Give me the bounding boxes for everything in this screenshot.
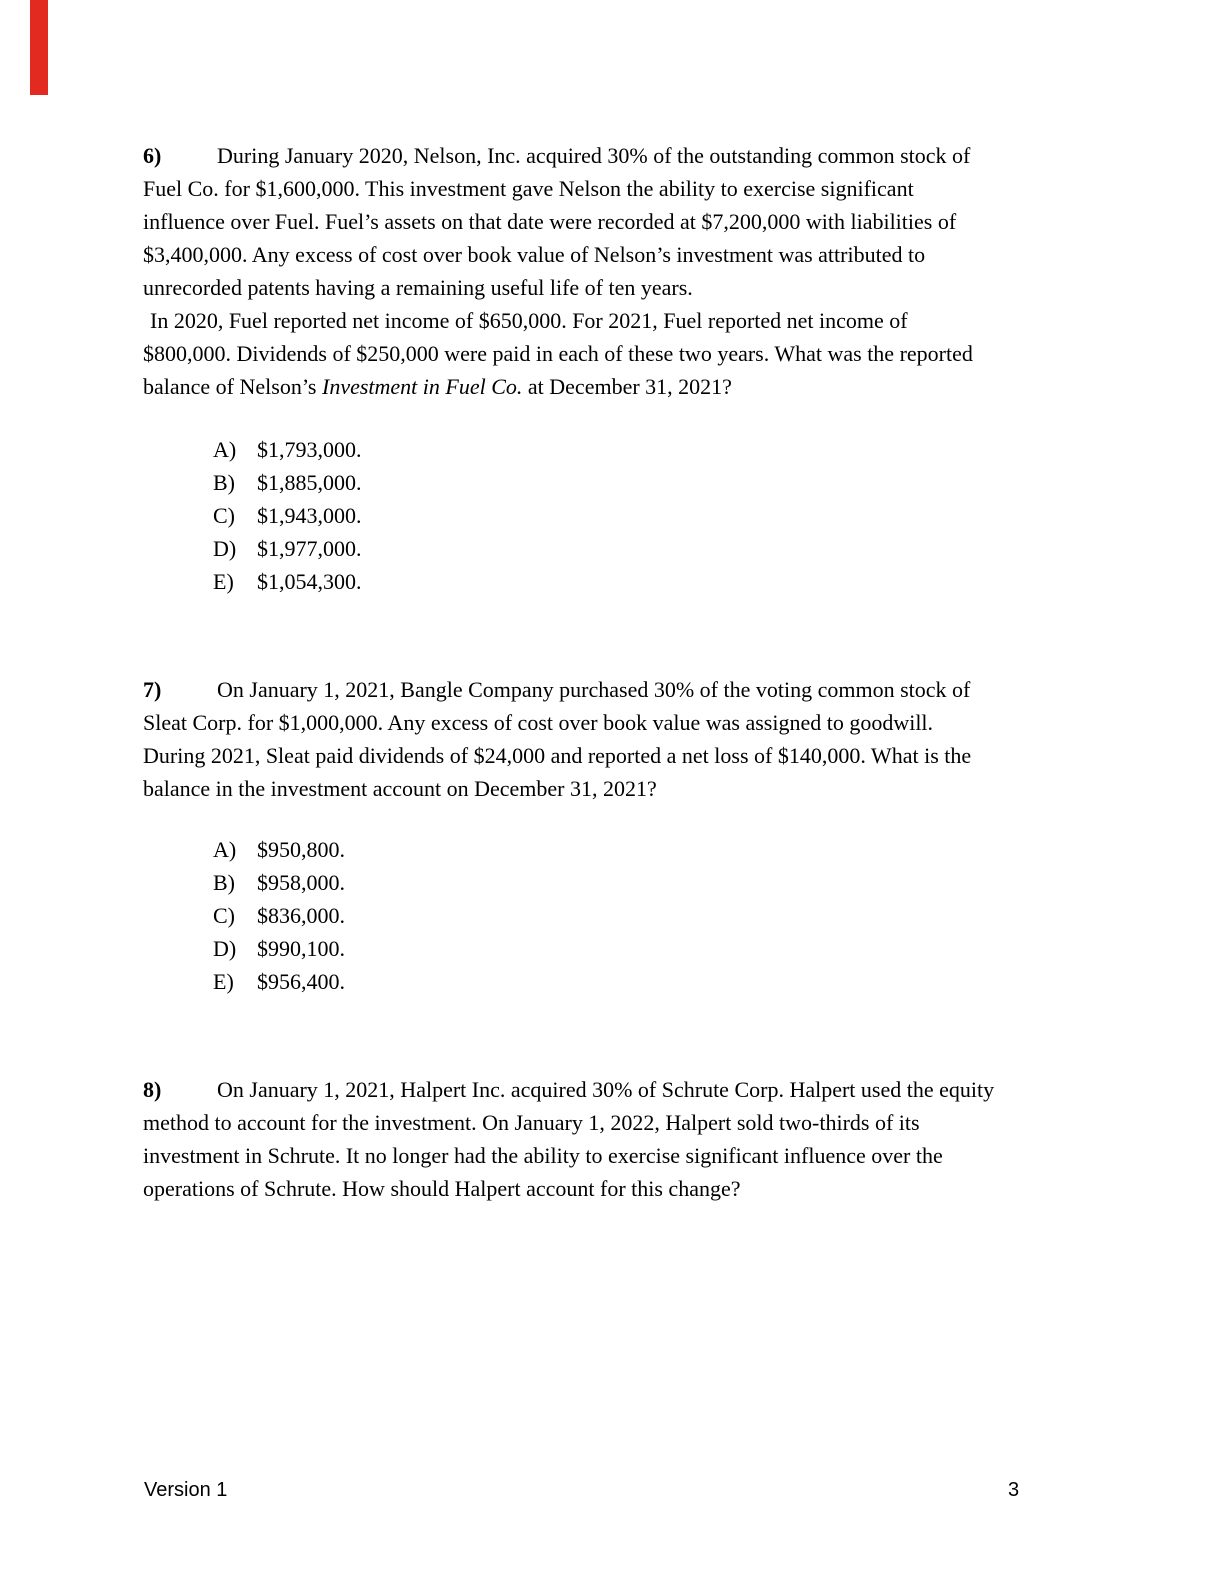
choice-row [213, 532, 362, 565]
choice-label: B) [213, 870, 235, 895]
choice-label: B) [213, 470, 235, 495]
question-7-choices [213, 833, 345, 998]
question-body-line: investment in Schrute. It no longer had the ability to exercise significant influence over the [143, 1143, 943, 1168]
choice-label: E) [213, 969, 234, 994]
choice-row [213, 866, 345, 899]
footer-page-number: 3 [1008, 1479, 1020, 1501]
question-body-line: $800,000. Dividends of $250,000 were paid in each of these two years. What was the reported [143, 341, 973, 366]
choice-label: C) [213, 903, 235, 928]
question-number: 6) [143, 143, 162, 168]
choice-row [213, 965, 345, 998]
question-text: balance of Nelson’s [143, 374, 322, 399]
question-body-line: unrecorded patents having a remaining useful life of ten years. [143, 275, 693, 300]
question-text: On January 1, 2021, Bangle Company purchased 30% of the voting common stock of [217, 677, 971, 702]
choice-value: $1,054,300. [257, 569, 362, 594]
question-body-line: method to account for the investment. On January 1, 2022, Halpert sold two-thirds of its [143, 1110, 920, 1135]
choice-value: $956,400. [257, 969, 345, 994]
question-body-line [143, 370, 973, 403]
question-text: at December 31, 2021? [522, 374, 732, 399]
footer-version: Version 1 [144, 1479, 228, 1501]
question-body-line [143, 139, 970, 172]
question-7-body [143, 673, 971, 805]
question-body-line [143, 673, 971, 706]
question-body-line: $3,400,000. Any excess of cost over book value of Nelson’s investment was attributed to [143, 242, 926, 267]
question-8-body [143, 1073, 994, 1205]
question-text: On January 1, 2021, Halpert Inc. acquired 30% of Schrute Corp. Halpert used the equity [217, 1077, 995, 1102]
choice-label: A) [213, 837, 237, 862]
choice-value: $1,793,000. [257, 437, 362, 462]
question-body-line: Sleat Corp. for $1,000,000. Any excess of cost over book value was assigned to goodwill. [143, 710, 934, 735]
choice-label: A) [213, 437, 237, 462]
choice-row [213, 565, 362, 598]
choice-value: $958,000. [257, 870, 345, 895]
choice-value: $836,000. [257, 903, 345, 928]
question-6-followup [143, 304, 973, 403]
choice-value: $950,800. [257, 837, 345, 862]
choice-label: D) [213, 936, 237, 961]
choice-label: C) [213, 503, 235, 528]
choice-value: $1,943,000. [257, 503, 362, 528]
question-body-line: During 2021, Sleat paid dividends of $24,000 and reported a net loss of $140,000. What is the [143, 743, 972, 768]
choice-row [213, 433, 362, 466]
question-body-line: operations of Schrute. How should Halpert account for this change? [143, 1176, 741, 1201]
choice-row [213, 899, 345, 932]
choice-value: $1,977,000. [257, 536, 362, 561]
question-body-line: influence over Fuel. Fuel’s assets on that date were recorded at $7,200,000 with liabilities of [143, 209, 957, 234]
question-number: 7) [143, 677, 162, 702]
question-body-line: balance in the investment account on December 31, 2021? [143, 776, 657, 801]
choice-value: $1,885,000. [257, 470, 362, 495]
choice-row [213, 932, 345, 965]
question-number: 8) [143, 1077, 162, 1102]
choice-row [213, 833, 345, 866]
question-6-choices [213, 433, 362, 598]
question-6-body [143, 139, 970, 304]
question-body-line: In 2020, Fuel reported net income of $650,000. For 2021, Fuel reported net income of [150, 308, 908, 333]
choice-value: $990,100. [257, 936, 345, 961]
choice-row [213, 499, 362, 532]
red-ribbon-marker [30, 0, 48, 95]
choice-row [213, 466, 362, 499]
question-text: During January 2020, Nelson, Inc. acquired 30% of the outstanding common stock of [217, 143, 971, 168]
question-body-line [143, 1073, 994, 1106]
italic-phrase: Investment in Fuel Co. [322, 374, 523, 399]
choice-label: D) [213, 536, 237, 561]
choice-label: E) [213, 569, 234, 594]
question-body-line: Fuel Co. for $1,600,000. This investment gave Nelson the ability to exercise significant [143, 176, 914, 201]
